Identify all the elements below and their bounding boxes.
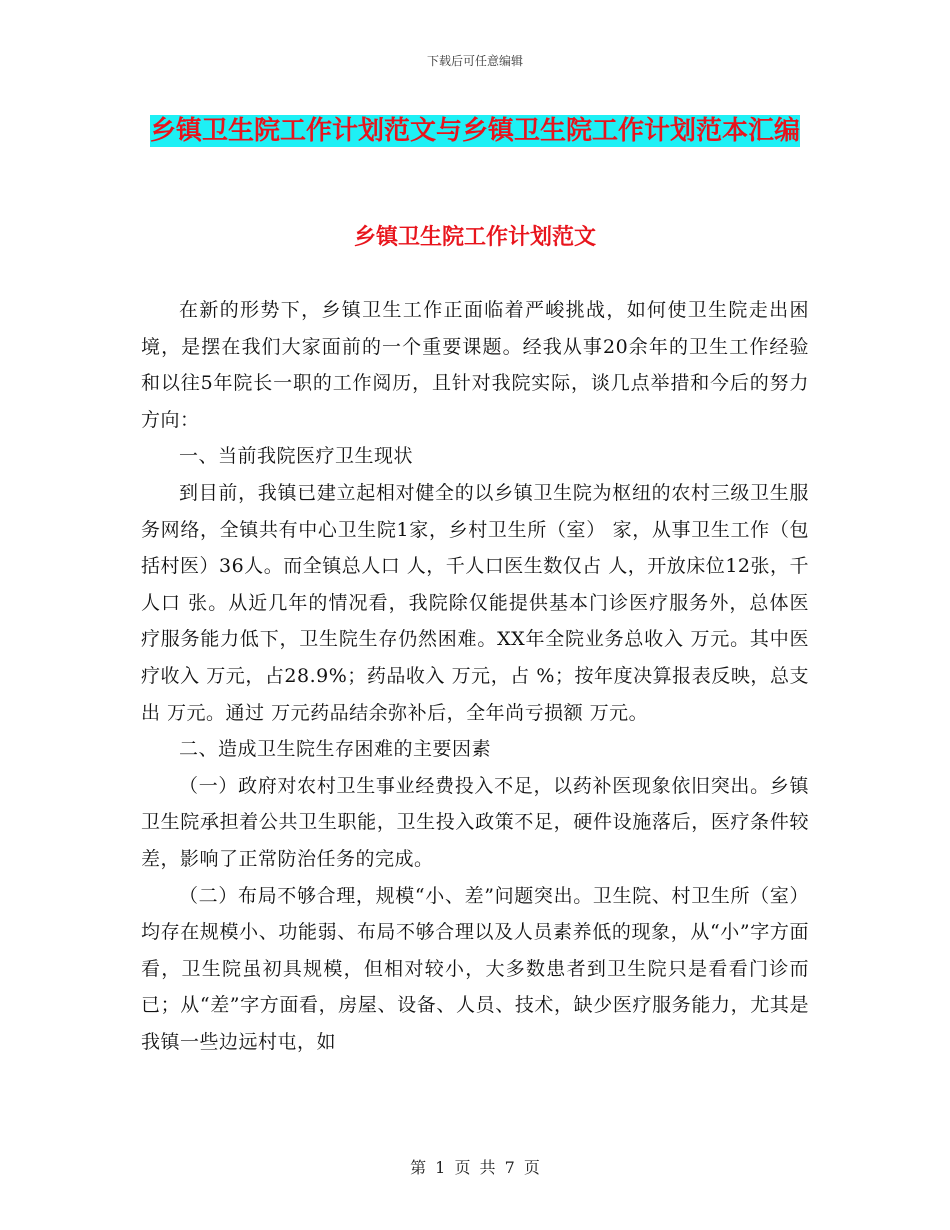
document-title-text: 乡镇卫生院工作计划范文与乡镇卫生院工作计划范本汇编 [149, 116, 800, 146]
paragraph-factor-2: （二）布局不够合理，规模“小、差”问题突出。卫生院、村卫生所（室）均存在规模小、功能弱、布局不够合理以及人员素养低的现象，从“小”字方面看，卫生院虽初具规模，但相对较小，大多数患者到卫生院只是看看门诊而已；从“差”字方面看，房屋、设备、人员、技术，缺少医疗服务能力，尤其是我镇一些边远村屯，如 [141, 884, 809, 1053]
document-title [140, 108, 810, 154]
document-subtitle: 乡镇卫生院工作计划范文 [353, 224, 596, 250]
document-body [141, 292, 809, 1060]
header-note: 下载后可任意编辑 [426, 54, 523, 68]
paragraph-status: 到目前，我镇已建立起相对健全的以乡镇卫生院为枢纽的农村三级卫生服务网络，全镇共有中心卫生院1家，乡村卫生所（室） 家，从事卫生工作（包括村医）36人。而全镇总人口 人，千人口医生数仅占 人，开放床位12张，千人口 张。从近几年的情况看，我院除仅能提供基本门诊医疗服务外，总体医疗服务能力低下，卫生院生存仍然困难。XX年全院业务总收入 万元。其中医疗收入 万元，占28.9%；药品收入 万元，占 %；按年度决算报表反映，总支出 万元。通过 万元药品结余弥补后，全年尚亏损额 万元。 [141, 481, 809, 724]
page-number: 第 1 页 共 7 页 [410, 1158, 540, 1177]
section-heading-2: 二、造成卫生院生存困难的主要因素 [179, 738, 492, 761]
paragraph-intro: 在新的形势下，乡镇卫生工作正面临着严峻挑战，如何使卫生院走出困境，是摆在我们大家面前的一个重要课题。经我从事20余年的卫生工作经验和以往5年院长一职的工作阅历，且针对我院实际，谈几点举措和今后的努力方向： [141, 299, 809, 431]
paragraph-factor-1: （一）政府对农村卫生事业经费投入不足，以药补医现象依旧突出。乡镇卫生院承担着公共卫生职能，卫生投入政策不足，硬件设施落后，医疗条件较差，影响了正常防治任务的完成。 [141, 774, 809, 870]
section-heading-1: 一、当前我院医疗卫生现状 [179, 445, 414, 468]
